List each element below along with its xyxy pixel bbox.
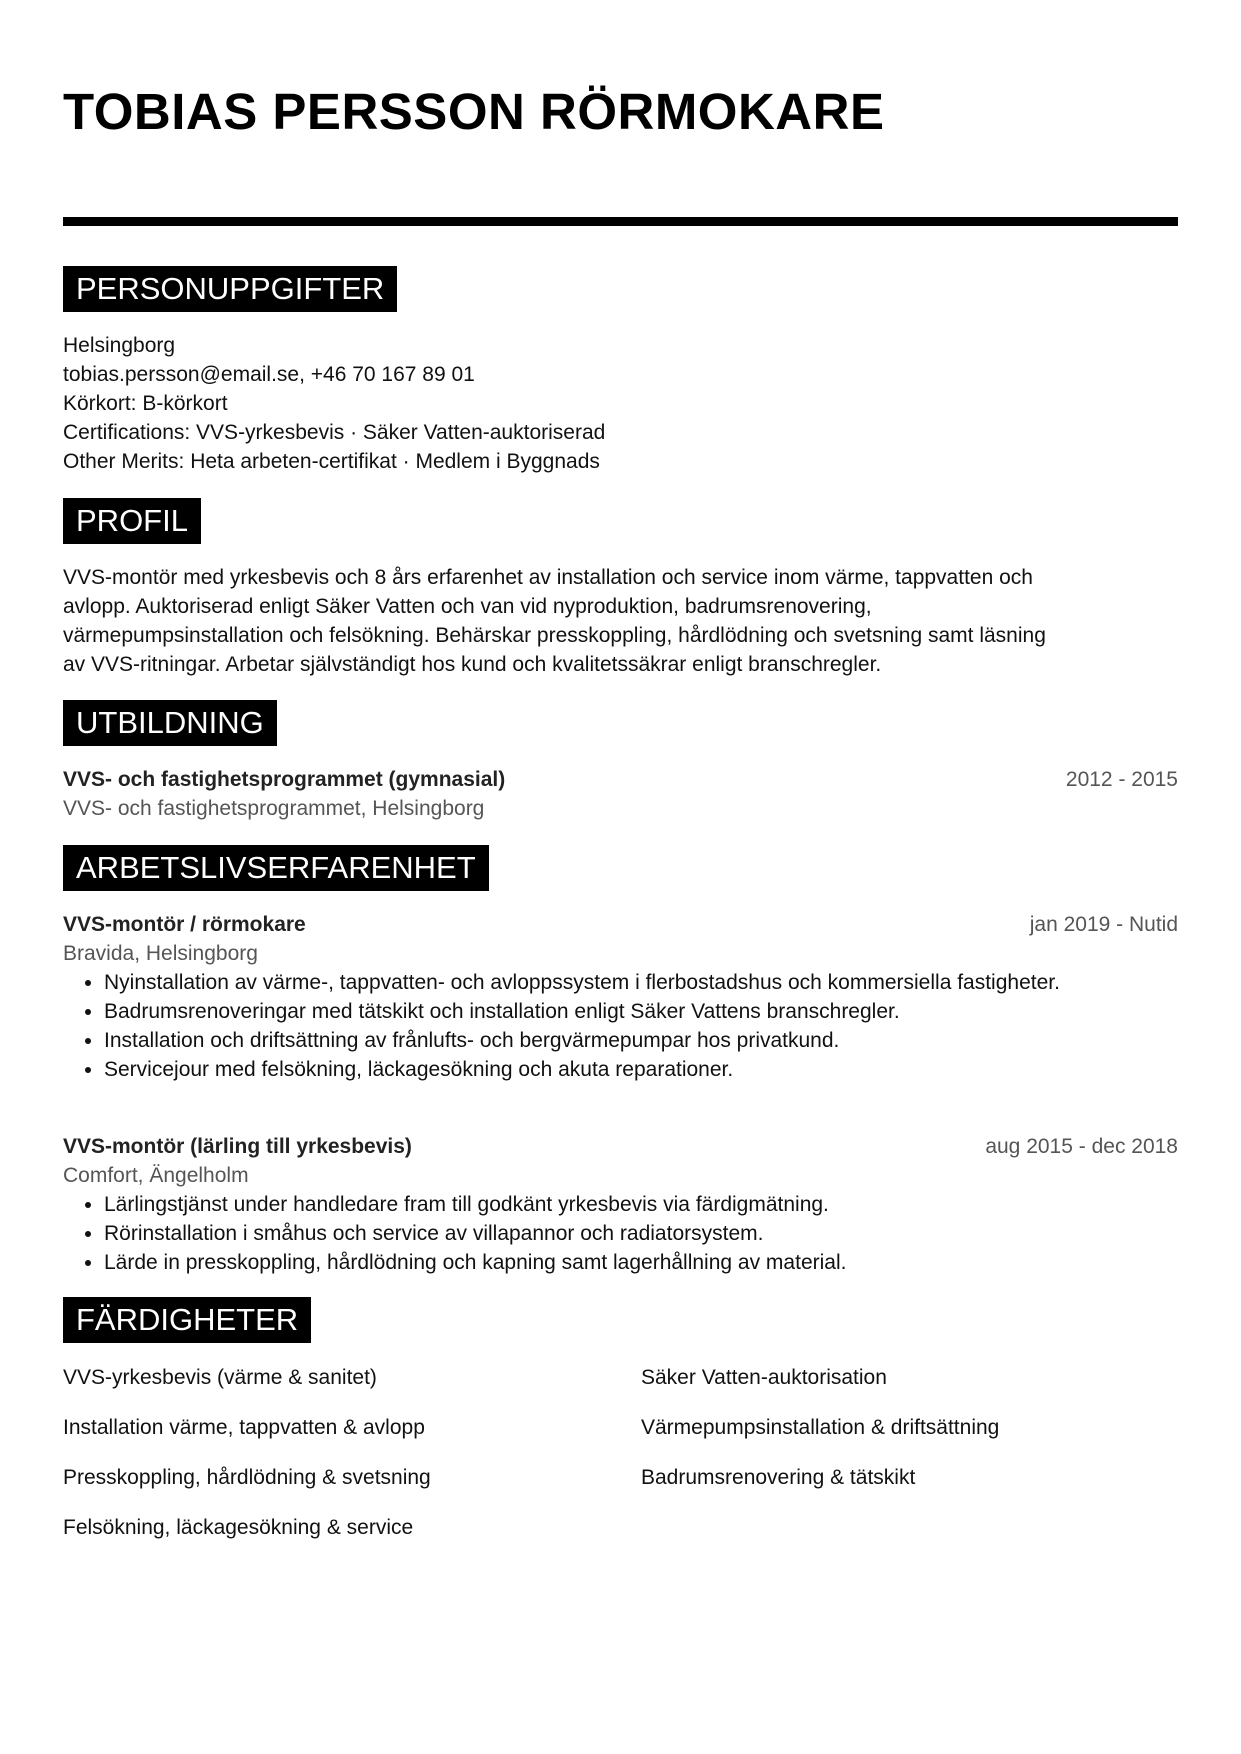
resume-name-heading: TOBIAS PERSSON RÖRMOKARE bbox=[63, 83, 885, 140]
job-bullet-list bbox=[63, 968, 1154, 1084]
job-entry-header bbox=[63, 910, 1178, 939]
job-title: VVS-montör (lärling till yrkesbevis) bbox=[63, 1135, 412, 1158]
education-date: 2012 - 2015 bbox=[1065, 768, 1178, 791]
profile-line: VVS-montör med yrkesbevis och 8 års erfarenhet av installation och service inom värme, tappvatten och bbox=[63, 566, 1033, 589]
job-entry-header bbox=[63, 1132, 1178, 1161]
header-divider bbox=[63, 217, 1178, 226]
job-bullet: • Installation och driftsättning av frånlufts- och bergvärmepumpar hos privatkund. bbox=[104, 1026, 1154, 1055]
personal-certifications: Certifications: VVS-yrkesbevis · Säker Vatten-auktoriserad bbox=[63, 421, 606, 444]
job-title: VVS-montör / rörmokare bbox=[63, 913, 306, 936]
personal-city: Helsingborg bbox=[63, 334, 176, 357]
job-bullet: • Lärde in presskoppling, hårdlödning och kapning samt lagerhållning av material. bbox=[104, 1248, 1154, 1277]
profile-line: värmepumpsinstallation och felsökning. Behärskar presskoppling, hårdlödning och svetsning samt läsning bbox=[63, 624, 1046, 647]
job-date: jan 2019 - Nutid bbox=[1029, 913, 1178, 936]
profile-line: avlopp. Auktoriserad enligt Säker Vatten och van vid nyproduktion, badrumsrenovering, bbox=[63, 595, 872, 618]
personal-contact: tobias.persson@email.se, +46 70 167 89 01 bbox=[63, 363, 475, 386]
profile-text bbox=[63, 563, 1178, 679]
skill-item: Installation värme, tappvatten & avlopp bbox=[63, 1416, 425, 1439]
job-bullet-list bbox=[63, 1190, 1154, 1277]
personal-license: Körkort: B-körkort bbox=[63, 392, 228, 415]
job-employer: Bravida, Helsingborg bbox=[63, 942, 258, 965]
job-bullet: • Servicejour med felsökning, läckagesökning och akuta reparationer. bbox=[104, 1055, 1154, 1084]
skill-item: Felsökning, läckagesökning & service bbox=[63, 1516, 414, 1539]
skill-item: Säker Vatten-auktorisation bbox=[641, 1366, 887, 1389]
section-title-skills: FÄRDIGHETER bbox=[63, 1297, 311, 1343]
skill-item: VVS-yrkesbevis (värme & sanitet) bbox=[63, 1366, 377, 1389]
skill-item: Värmepumpsinstallation & driftsättning bbox=[641, 1416, 1000, 1439]
section-title-personal: PERSONUPPGIFTER bbox=[63, 266, 397, 312]
section-title-experience: ARBETSLIVSERFARENHET bbox=[63, 845, 489, 891]
personal-merits: Other Merits: Heta arbeten-certifikat · Medlem i Byggnads bbox=[63, 450, 600, 473]
section-title-profile: PROFIL bbox=[63, 498, 201, 544]
job-bullet: • Badrumsrenoveringar med tätskikt och installation enligt Säker Vattens branschregler. bbox=[104, 997, 1154, 1026]
profile-line: av VVS-ritningar. Arbetar självständigt hos kund och kvalitetssäkrar enligt branschregler. bbox=[63, 653, 882, 676]
skill-item: Badrumsrenovering & tätskikt bbox=[641, 1466, 916, 1489]
job-bullet: • Nyinstallation av värme-, tappvatten- och avloppssystem i flerbostadshus och kommersiella fastigheter. bbox=[104, 968, 1154, 997]
education-place: VVS- och fastighetsprogrammet, Helsingborg bbox=[63, 797, 485, 820]
job-bullet: • Rörinstallation i småhus och service av villapannor och radiatorsystem. bbox=[104, 1219, 1154, 1248]
personal-info bbox=[63, 331, 605, 476]
education-title: VVS- och fastighetsprogrammet (gymnasial) bbox=[63, 768, 506, 791]
skill-item: Presskoppling, hårdlödning & svetsning bbox=[63, 1466, 431, 1489]
education-entry-header bbox=[63, 765, 1178, 794]
job-employer: Comfort, Ängelholm bbox=[63, 1164, 249, 1187]
section-title-education: UTBILDNING bbox=[63, 700, 277, 746]
job-date: aug 2015 - dec 2018 bbox=[985, 1135, 1178, 1158]
job-bullet: • Lärlingstjänst under handledare fram till godkänt yrkesbevis via färdigmätning. bbox=[104, 1190, 1154, 1219]
